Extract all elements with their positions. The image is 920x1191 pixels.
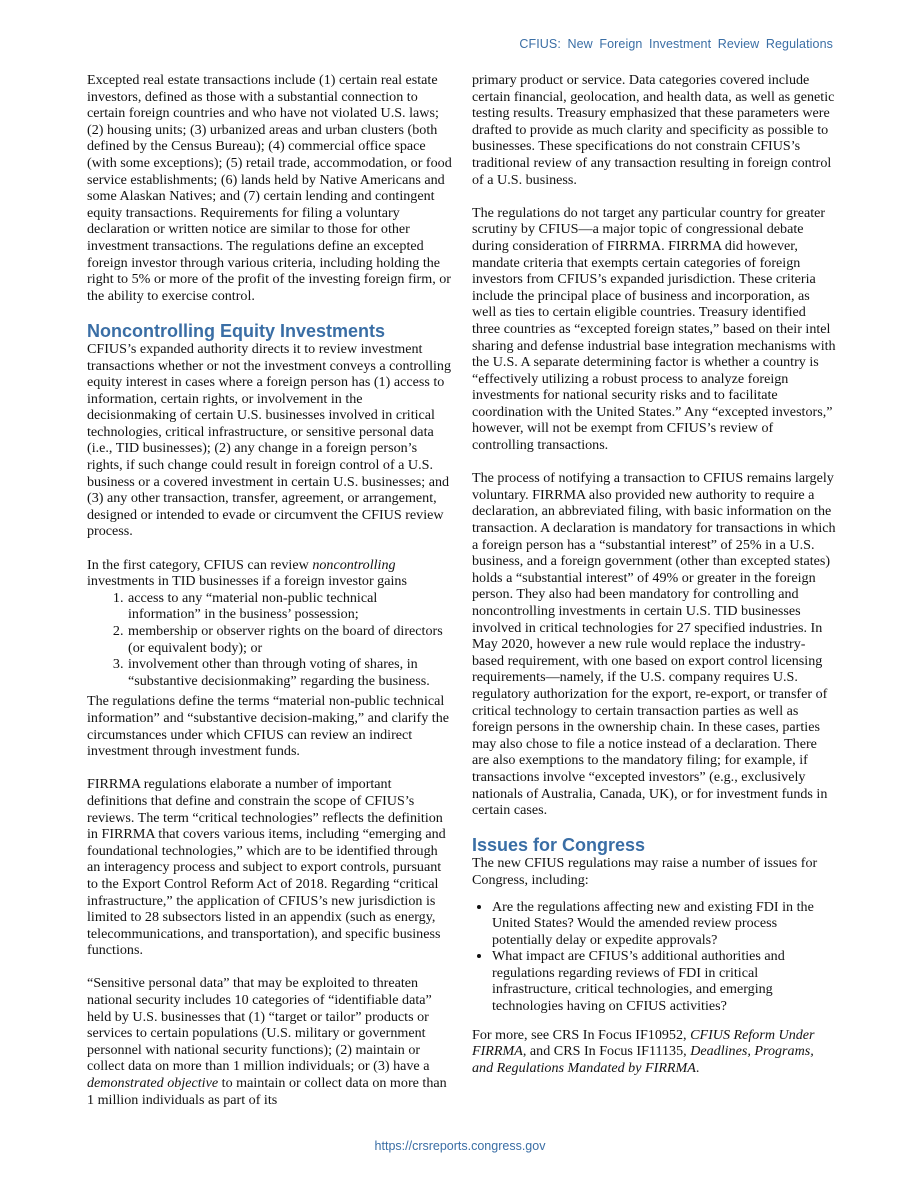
left-column <box>87 72 452 1108</box>
paragraph-for-more: For more, see CRS In Focus IF10952, CFIUS Reform Under FIRRMA, and CRS In Focus IF11135, Deadlines, Programs, and Regulations Mandated by FIRRMA. <box>472 1026 815 1076</box>
paragraph-primary-product: primary product or service. Data categories covered include certain financial, geolocation, and health data, as well as genetic testing results. Treasury emphasized that these parameters were drafted to provide as much clarity and specificity as possible to businesses. These specifications do not constrain CFIUS’s traditional review of any transaction resulting in foreign control of a U.S. business. <box>472 72 835 188</box>
paragraph-issues-intro: The new CFIUS regulations may raise a number of issues for Congress, including: <box>472 855 818 888</box>
footer-url[interactable]: https://crsreports.congress.gov <box>374 1139 546 1153</box>
paragraph-regulations-define: The regulations define the terms “material non-public technical information” and “substantive decision-making,” and clarify the circumstances under which CFIUS can review an indirect investment through investment funds. <box>87 693 450 760</box>
list-item: 1. access to any “material non-public technical information” in the business’ possession; <box>127 590 452 623</box>
list-item: 2. membership or observer rights on the board of directors (or equivalent body); or <box>127 623 452 656</box>
paragraph-expanded-authority: CFIUS’s expanded authority directs it to review investment transactions whether or not the investment conveys a controlling equity interest in cases where a foreign person has (1) access to information, certain rights, or involvement in the decisionmaking of certain U.S. businesses involved in critical technologies, critical infrastructure, or sensitive personal data (i.e., TID businesses); (2) any change in a foreign person’s rights, if such change could result in foreign control of a U.S. business or a covered investment in certain U.S. businesses; and (3) any other transaction, transfer, agreement, or arrangement, designed or intended to evade or circumvent the CFIUS review process. <box>87 340 451 540</box>
paragraph-notification-process: The process of notifying a transaction to CFIUS remains largely voluntary. FIRRMA also provided new authority to require a declaration, an abbreviated filing, with basic information on the transaction. A declaration is mandatory for transactions in which a foreign person has a “substantial interest” of 25% in a U.S. business, and a foreign government (other than excepted states) holds a “substantial interest” of 49% or greater in the foreign person. They also had been mandatory for controlling and noncontrolling investments in certain U.S. TID businesses involved in critical technologies for 27 specified industries. In May 2020, however a new rule would replace the industry-based requirement, with one based on export control licensing requirements—namely, if the U.S. company requires U.S. regulatory authorization for the export, re-export, or transfer of critical technology to certain transaction parties as well as foreign persons in the ownership chain. In these cases, parties may also chose to file a notice instead of a declaration. There are also exemptions to the mandatory filing; for example, if transactions involve “excepted investors” (e.g., exclusively nationals of Australia, Canada, UK), or for investment funds in certain cases. <box>472 470 836 819</box>
paragraph-sensitive-data: “Sensitive personal data” that may be exploited to threaten national security includes 10 categories of “identifiable data” held by U.S. businesses that (1) “target or tailor” products or services to certain populations (U.S. military or government personnel with national security functions); (2) maintain or collect data on more than 1 million individuals; or (3) have a demonstrated objective to maintain or collect data on more than 1 million individuals as part of its <box>87 975 447 1108</box>
numbered-list <box>87 590 452 690</box>
list-item: • Are the regulations affecting new and existing FDI in the United States? Would the amended review process potentially delay or expedite approvals? <box>492 899 837 949</box>
paragraph-excepted-real-estate: Excepted real estate transactions include (1) certain real estate investors, defined as those with a substantial connection to certain foreign countries and who have not violated U.S. laws; (2) housing units; (3) urbanized areas and urban clusters (both defined by the Census Bureau); (4) commercial office space (with some exceptions); (5) retail trade, accommodation, or food service establishments; (6) lands held by Native Americans and some Alaskan Natives; and (7) certain lending and contingent equity transactions. Requirements for filing a voluntary declaration or written notice are similar to those for other investment transactions. The regulations define an excepted foreign investor through various criteria, including holding the right to 5% or more of the profit of the investing foreign firm, or the ability to exercise control. <box>87 72 452 304</box>
running-header: CFIUS: New Foreign Investment Review Regulations <box>519 37 833 51</box>
heading-noncontrolling-equity: Noncontrolling Equity Investments <box>87 320 386 341</box>
bullet-list <box>472 899 837 1015</box>
right-column <box>472 72 837 1093</box>
paragraph-first-category: In the first category, CFIUS can review noncontrolling investments in TID businesses if a foreign investor gains <box>87 556 407 590</box>
heading-issues-for-congress: Issues for Congress <box>472 835 646 856</box>
list-item: 3. involvement other than through voting of shares, in “substantive decisionmaking” regarding the business. <box>127 656 452 689</box>
paragraph-firrma-definitions: FIRRMA regulations elaborate a number of important definitions that define and constrain the scope of CFIUS’s reviews. The term “critical technologies” reflects the definition in FIRRMA that covers various items, including “emerging and foundational technologies,” which are to be identified through an interagency process and subject to export controls, pursuant to the Export Control Reform Act of 2018. Regarding “critical infrastructure,” the application of CFIUS’s new jurisdiction is limited to 28 subsectors listed in an appendix (such as energy, telecommunications, and transportation), and specific business functions. <box>87 776 446 959</box>
paragraph-no-target-country: The regulations do not target any particular country for greater scrutiny by CFIUS—a major topic of congressional debate during consideration of FIRRMA. FIRRMA did however, mandate criteria that exempts certain categories of foreign investors from CFIUS’s expanded jurisdiction. These criteria include the principal place of business and incorporation, as well as ties to certain eligible countries. Treasury identified three countries as “excepted foreign states,” based on their intel sharing and defense industrial base integration mechanisms with the U.S. A separate determining factor is whether a country is “effectively utilizing a robust process to analyze foreign investments for national security risks and to facilitate coordination with the United States.” Any “excepted investors,” however, will not be exempt from CFIUS’s review of controlling transactions. <box>472 204 836 454</box>
list-item: • What impact are CFIUS’s additional authorities and regulations regarding reviews of FDI in critical infrastructure, critical technologies, and emerging technologies having on CFIUS activities? <box>492 948 837 1014</box>
